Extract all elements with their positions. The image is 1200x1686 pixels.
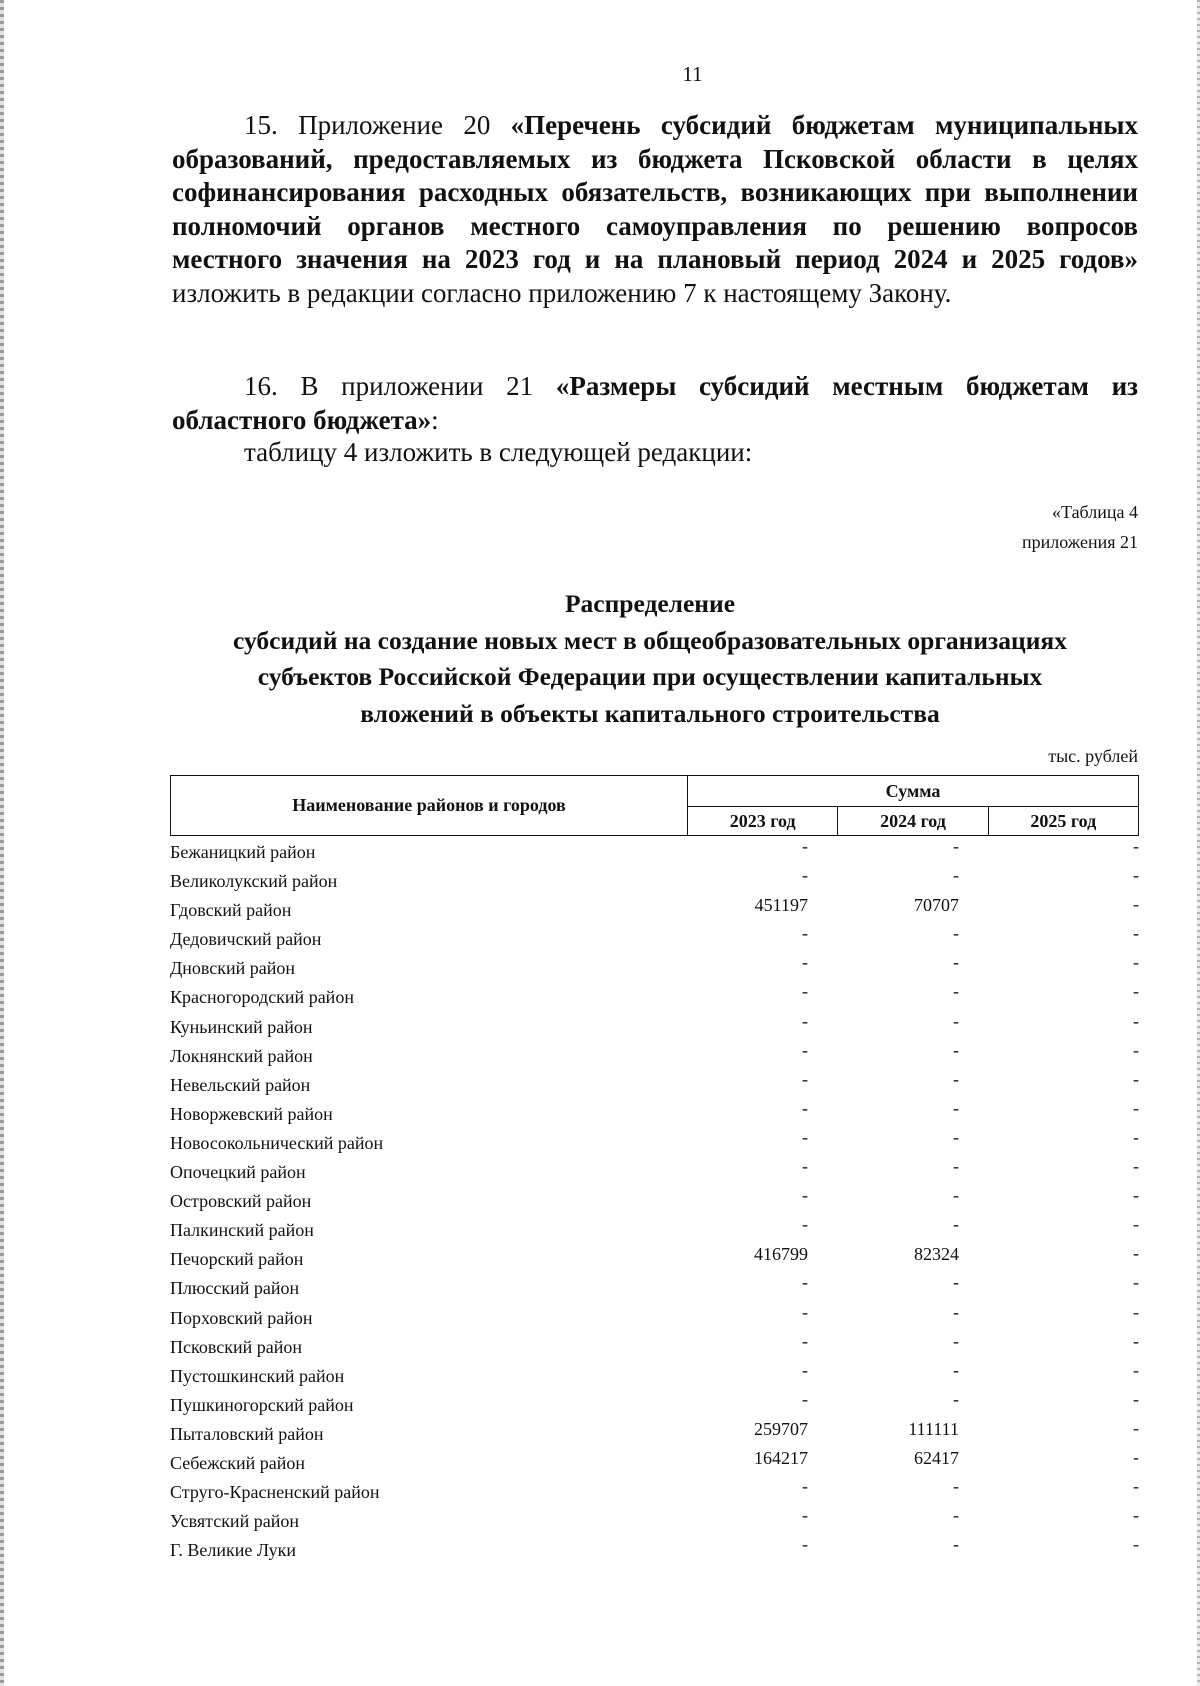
row-value-2023: - xyxy=(802,1039,808,1060)
row-value-2024: 82324 xyxy=(914,1244,959,1265)
row-value-2024: - xyxy=(953,1214,959,1235)
table-row xyxy=(170,924,1139,953)
table-row xyxy=(170,1215,1139,1244)
row-value-2025: - xyxy=(1133,1476,1139,1497)
row-value-2023: - xyxy=(802,1214,808,1235)
row-value-2023: - xyxy=(802,923,808,944)
row-value-2024: - xyxy=(953,1330,959,1351)
table-heading xyxy=(140,586,1160,732)
header-year-2024: 2024 год xyxy=(838,807,988,836)
header-year-2023: 2023 год xyxy=(688,807,838,836)
row-value-2024: - xyxy=(953,1388,959,1409)
row-value-2024: - xyxy=(953,1301,959,1322)
row-value-2025: - xyxy=(1133,952,1139,973)
row-name: Г. Великие Луки xyxy=(170,1540,296,1561)
row-name: Невельский район xyxy=(170,1074,311,1095)
row-value-2024: - xyxy=(953,1156,959,1177)
row-value-2025: - xyxy=(1133,865,1139,886)
row-value-2025: - xyxy=(1133,836,1139,856)
row-value-2025: - xyxy=(1133,1068,1139,1089)
row-value-2024: - xyxy=(953,1097,959,1118)
table-reference-line1: «Таблица 4 xyxy=(1052,502,1138,522)
table-row xyxy=(170,1012,1139,1041)
row-value-2024: - xyxy=(953,865,959,886)
table-row xyxy=(170,1041,1139,1070)
row-value-2024: - xyxy=(953,836,959,856)
row-name: Пыталовский район xyxy=(170,1423,324,1444)
row-name: Островский район xyxy=(170,1191,312,1212)
row-value-2024: - xyxy=(953,1359,959,1380)
row-name: Псковский район xyxy=(170,1336,302,1357)
row-value-2024: - xyxy=(953,952,959,973)
row-value-2025: - xyxy=(1133,1330,1139,1351)
row-name: Дедовичский район xyxy=(170,929,322,950)
row-value-2024: - xyxy=(953,1476,959,1497)
table-row xyxy=(170,1186,1139,1215)
row-name: Красногородский район xyxy=(170,987,354,1008)
table-row xyxy=(170,1448,1139,1477)
table-row xyxy=(170,1273,1139,1302)
row-value-2024: 111111 xyxy=(908,1418,959,1439)
item15-lead: 15. Приложение 20 xyxy=(244,110,511,140)
row-value-2025: - xyxy=(1133,1388,1139,1409)
page-number: 11 xyxy=(682,62,703,86)
row-name: Пустошкинский район xyxy=(170,1365,345,1386)
table-row xyxy=(170,1332,1139,1361)
row-value-2023: - xyxy=(802,1010,808,1031)
row-value-2025: - xyxy=(1133,981,1139,1002)
table-row xyxy=(170,866,1139,895)
row-value-2023: 416799 xyxy=(754,1244,808,1265)
row-value-2023: - xyxy=(802,1301,808,1322)
row-value-2024: - xyxy=(953,1068,959,1089)
item16-instruction: таблицу 4 изложить в следующей редакции: xyxy=(244,437,753,467)
row-value-2025: - xyxy=(1133,1301,1139,1322)
table-row xyxy=(170,953,1139,982)
row-value-2025: - xyxy=(1133,1272,1139,1293)
table-row xyxy=(170,1419,1139,1448)
row-name: Новосокольнический район xyxy=(170,1132,384,1153)
row-value-2023: 259707 xyxy=(754,1418,808,1439)
row-value-2023: - xyxy=(802,981,808,1002)
table-row xyxy=(170,1128,1139,1157)
row-value-2024: 62417 xyxy=(914,1447,959,1468)
table-reference xyxy=(1022,497,1138,557)
row-value-2023: 164217 xyxy=(754,1447,808,1468)
row-value-2025: - xyxy=(1133,1097,1139,1118)
row-value-2024: - xyxy=(953,923,959,944)
row-value-2024: - xyxy=(953,1272,959,1293)
table-row xyxy=(170,1099,1139,1128)
row-value-2023: - xyxy=(802,1534,808,1555)
row-name: Куньинский район xyxy=(170,1016,313,1037)
table-row xyxy=(170,1535,1139,1564)
table-row xyxy=(170,837,1139,866)
row-value-2024: - xyxy=(953,1126,959,1147)
row-value-2025: - xyxy=(1133,1185,1139,1206)
scan-edge-left xyxy=(0,0,4,1686)
paragraph-item-15 xyxy=(172,109,1138,310)
table-row xyxy=(170,1477,1139,1506)
row-name: Локнянский район xyxy=(170,1045,313,1066)
row-value-2023: - xyxy=(802,1359,808,1380)
units-label: тыс. рублей xyxy=(1048,746,1138,766)
header-sum: Сумма xyxy=(688,776,1139,807)
row-value-2024: - xyxy=(953,1039,959,1060)
row-value-2025: - xyxy=(1133,1534,1139,1555)
heading-line3: субъектов Российской Федерации при осуществлении капитальных xyxy=(257,662,1043,691)
row-value-2023: - xyxy=(802,1097,808,1118)
row-value-2023: - xyxy=(802,952,808,973)
table-header xyxy=(170,775,1139,836)
heading-line4: вложений в объекты капитального строительства xyxy=(360,698,940,728)
table-row xyxy=(170,1361,1139,1390)
row-name: Опочецкий район xyxy=(170,1162,306,1183)
header-name: Наименование районов и городов xyxy=(171,776,688,836)
row-value-2025: - xyxy=(1133,894,1139,915)
heading-line2: субсидий на создание новых мест в общеобразовательных организациях xyxy=(233,625,1067,655)
row-value-2023: - xyxy=(802,1068,808,1089)
row-value-2025: - xyxy=(1133,923,1139,944)
row-name: Струго-Красненский район xyxy=(170,1482,380,1503)
item16-bold-title: «Размеры субсидий местным бюджетам из областного бюджета» xyxy=(172,371,1138,435)
table-row xyxy=(170,1506,1139,1535)
row-value-2025: - xyxy=(1133,1243,1139,1264)
row-name: Плюсский район xyxy=(170,1278,300,1299)
table-row xyxy=(170,1303,1139,1332)
row-name: Усвятский район xyxy=(170,1511,299,1532)
header-year-2025: 2025 год xyxy=(988,807,1138,836)
row-name: Новоржевский район xyxy=(170,1103,333,1124)
row-value-2023: - xyxy=(802,1272,808,1293)
table-row xyxy=(170,1070,1139,1099)
row-value-2025: - xyxy=(1133,1126,1139,1147)
row-value-2023: - xyxy=(802,1505,808,1526)
row-value-2023: - xyxy=(802,836,808,856)
item15-bold-title: «Перечень субсидий бюджетам муниципальных образований, предоставляемых из бюджета Псковской области в целях софинансирования расходных обязательств, возникающих при выполнении полномочий органов местного самоуправления по решению вопросов местного значения на 2023 год и на плановый период 2024 и 2025 годов» xyxy=(172,110,1138,274)
row-value-2025: - xyxy=(1133,1505,1139,1526)
row-value-2025: - xyxy=(1133,1156,1139,1177)
row-value-2024: - xyxy=(953,1505,959,1526)
table-row xyxy=(170,1157,1139,1186)
row-value-2025: - xyxy=(1133,1039,1139,1060)
row-value-2024: - xyxy=(953,1185,959,1206)
row-name: Себежский район xyxy=(170,1452,305,1473)
row-value-2025: - xyxy=(1133,1446,1139,1467)
row-name: Великолукский район xyxy=(170,871,338,892)
item16-tail: : xyxy=(431,404,439,435)
row-value-2023: - xyxy=(802,1330,808,1351)
row-value-2023: - xyxy=(802,1126,808,1147)
table-row xyxy=(170,1244,1139,1273)
row-name: Палкинский район xyxy=(170,1220,314,1241)
row-value-2025: - xyxy=(1133,1214,1139,1235)
row-value-2023: 451197 xyxy=(754,895,808,916)
row-value-2024: - xyxy=(953,981,959,1002)
row-value-2023: - xyxy=(802,1476,808,1497)
row-value-2024: - xyxy=(953,1534,959,1555)
row-value-2023: - xyxy=(802,865,808,886)
row-name: Порховский район xyxy=(170,1307,313,1328)
row-name: Бежаницкий район xyxy=(170,842,316,862)
row-value-2025: - xyxy=(1133,1417,1139,1438)
row-value-2023: - xyxy=(802,1388,808,1409)
table-row xyxy=(170,895,1139,924)
heading-line1: Распределение xyxy=(564,589,736,618)
row-value-2023: - xyxy=(802,1156,808,1177)
row-name: Пушкиногорский район xyxy=(170,1394,354,1415)
row-value-2023: - xyxy=(802,1185,808,1206)
table-row xyxy=(170,982,1139,1011)
row-value-2025: - xyxy=(1133,1359,1139,1380)
row-value-2025: - xyxy=(1133,1010,1139,1031)
table-row xyxy=(170,1390,1139,1419)
item15-tail: изложить в редакции согласно приложению 7 к настоящему Закону. xyxy=(172,277,952,308)
table-reference-line2: приложения 21 xyxy=(1021,532,1138,552)
row-name: Дновский район xyxy=(170,958,296,979)
row-name: Печорский район xyxy=(170,1249,304,1270)
row-name: Гдовский район xyxy=(170,900,292,921)
item16-lead: 16. В приложении 21 xyxy=(244,371,556,401)
row-value-2024: - xyxy=(953,1010,959,1031)
paragraph-item-16 xyxy=(172,370,1138,437)
table-body xyxy=(170,837,1139,1564)
row-value-2024: 70707 xyxy=(914,895,959,916)
